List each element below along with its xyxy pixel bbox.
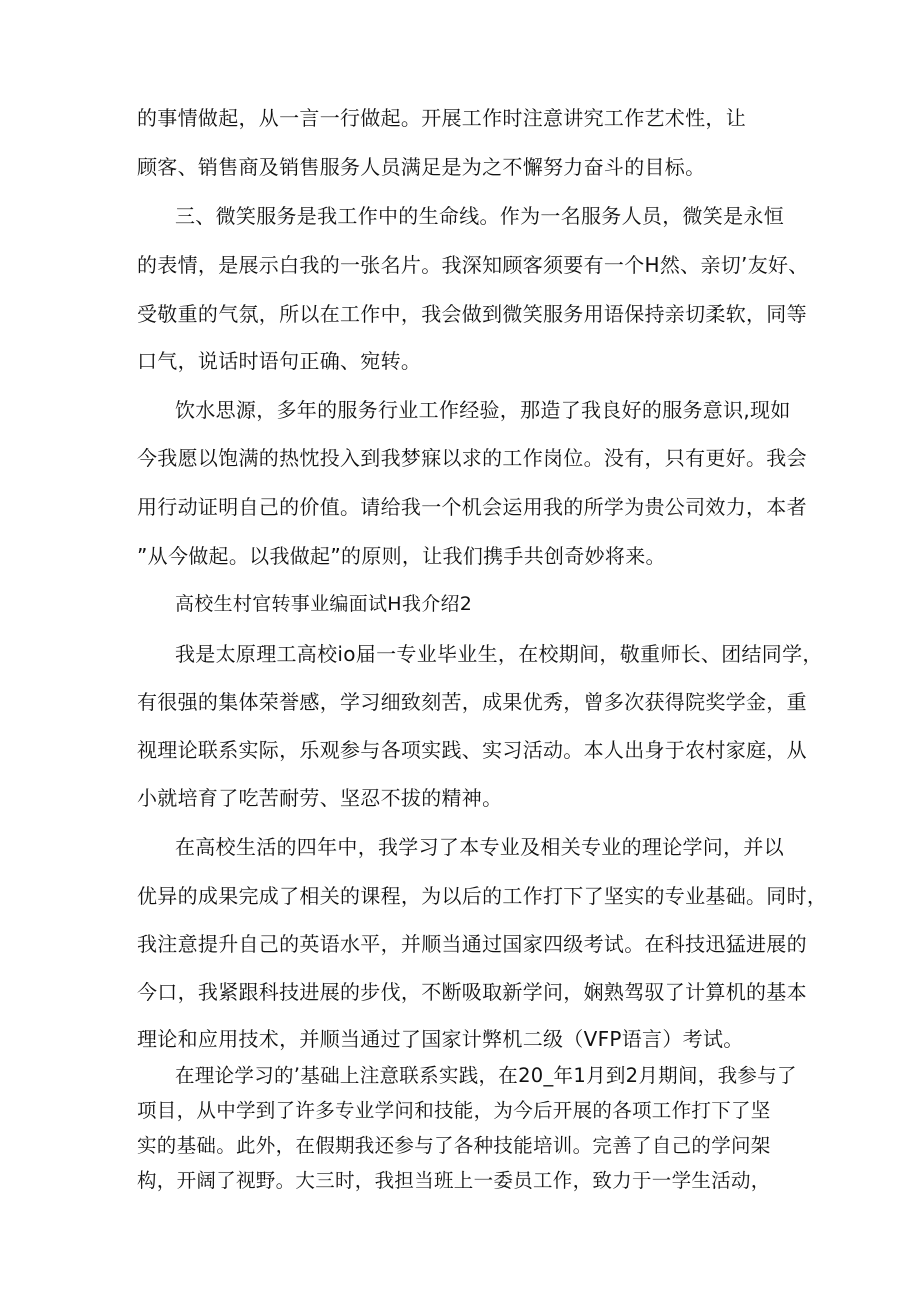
text-line: 构，开阔了视野。大三时，我担当班上一委员工作，致力于一学生活动， [137,1169,771,1192]
text-line: 受敬重的气氛，所以在工作中，我会做到微笑服务用语保持亲切柔软，同等 [137,302,807,326]
text-line: 口气，说话时语句正确、宛转。 [137,349,422,373]
text-line: 我注意提升自己的英语水平，并顺当通过国家四级考试。在科技迅猛进展的 [137,932,807,956]
text-line: 项目，从中学到了许多专业学问和技能，为今后开展的各项工作打下了坚 [137,1099,771,1122]
text-line: 视理论联系实际，乐观参与各项实践、实习活动。本人出身于农村家庭，从 [137,738,807,762]
text-line: 小就培育了吃苦耐劳、坚忍不拔的精神。 [137,786,503,810]
paragraph-first-line: 饮水思源，多年的服务行业工作经验，那造了我良好的服务意识,现如 [175,398,791,422]
paragraph-first-line: 在高校生活的四年中，我学习了本专业及相关专业的理论学问，并以 [175,835,784,859]
text-line: 今我愿以饱满的热忱投入到我梦寐以求的工作岗位。没有，只有更好。我会 [137,446,807,470]
paragraph-first-line: 三、微笑服务是我工作中的生命线。作为一名服务人员，微笑是永恒 [175,204,784,228]
paragraph-first-line: 在理论学习的’基础上注意联系实践，在20_年1月到2月期间，我参与了 [175,1064,797,1087]
text-line: 用行动证明自己的价值。请给我一个机会运用我的所学为贵公司效力，本者 [137,495,807,519]
text-line: ”从今做起。以我做起”的原则，让我们携手共创奇妙将来。 [137,544,666,568]
text-line: 的事情做起，从一言一行做起。开展工作时注意讲究工作艺术性，让 [137,106,746,130]
text-line: 今口，我紧跟科技进展的步伐，不断吸取新学问，娴熟驾驭了计算机的基本 [137,980,807,1004]
text-line: 顾客、销售商及销售服务人员满足是为之不懈努力奋斗的目标。 [137,155,706,179]
section-heading: 高校生村官转事业编面试H我介绍2 [175,593,473,615]
text-line: 有很强的集体荣誉感，学习细致刻苦，成果优秀，曾多次获得院奖学金，重 [137,690,807,714]
text-line: 理论和应用技术，并顺当通过了国家计弊机二级（VFP语言）考试。 [137,1027,744,1051]
text-line: 优异的成果完成了相关的课程，为以后的工作打下了坚实的专业基础。同时， [137,884,828,908]
paragraph-first-line: 我是太原理工高校io届一专业毕业生，在校期间，敬重师长、团结同学， [175,642,823,666]
text-line: 实的基础。此外，在假期我还参与了各种技能培训。完善了自己的学问架 [137,1134,771,1157]
text-line: 的表情，是展示白我的一张名片。我深知顾客须要有一个H然、亲切’友好、 [137,253,809,277]
